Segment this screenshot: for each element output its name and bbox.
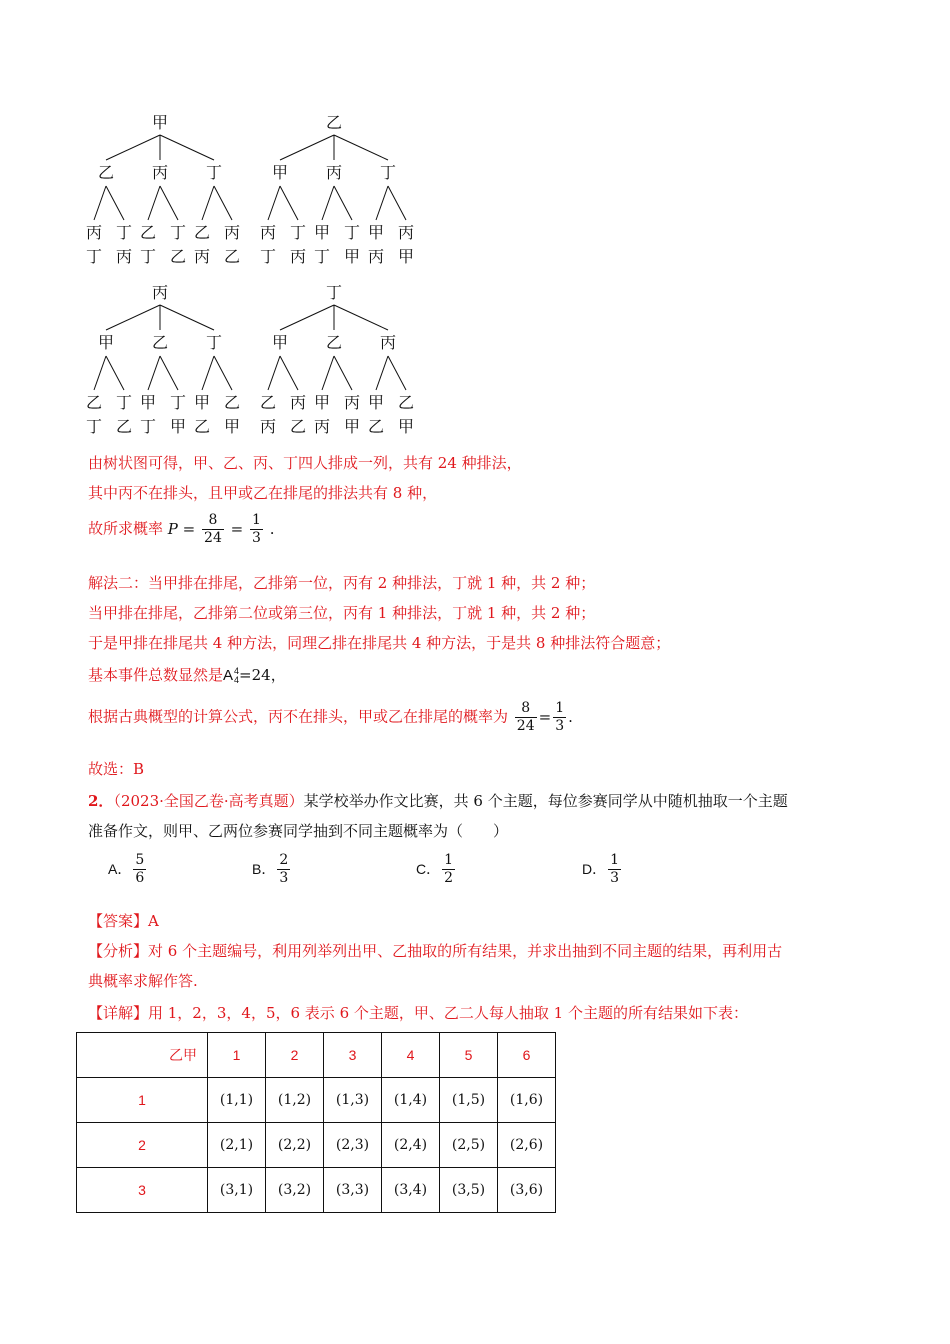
tree-leaf: 丙 <box>259 223 277 242</box>
tree-leaf: 丁 <box>85 417 103 436</box>
tree-branch <box>148 186 160 220</box>
outcome-table <box>76 1032 556 1213</box>
option-b: B． $\frac{2}{3}$ <box>252 852 289 886</box>
tree-root: 乙 <box>325 113 343 132</box>
table-cell: (3,2) <box>266 1168 324 1213</box>
solution2-line4: 基本事件总数显然是A 4 4 =24， <box>88 666 286 686</box>
tree-branch <box>202 356 214 390</box>
tree-leaf: 甲 <box>313 393 331 412</box>
solution1-prefix: 故所求概率 <box>88 519 164 538</box>
table-cell: (3,5) <box>440 1168 498 1213</box>
table-row <box>77 1123 556 1168</box>
solution2-line2: 当甲排在排尾，乙排第二位或第三位，丙有 1 种排法，丁就 1 种，共 2 种； <box>88 604 596 622</box>
tree-leaf: 甲 <box>313 223 331 242</box>
tree-leaf: 乙 <box>397 393 415 412</box>
tree-leaf: 丙 <box>193 247 211 266</box>
tree-leaf: 丙 <box>343 393 361 412</box>
table-cell: (3,3) <box>324 1168 382 1213</box>
table-cell: (3,1) <box>208 1168 266 1213</box>
table-cell: (2,3) <box>324 1123 382 1168</box>
table-cell: (2,2) <box>266 1123 324 1168</box>
tree-branch <box>106 135 160 160</box>
solution2-line3: 于是甲排在排尾共 4 种方法，同理乙排在排尾共 4 种方法，于是共 8 种排法符合题意； <box>88 634 671 652</box>
table-corner: 乙甲 <box>77 1033 208 1078</box>
tree-node: 丙 <box>325 163 343 182</box>
tree-leaf: 丙 <box>289 393 307 412</box>
tree-branch <box>148 356 160 390</box>
tree-leaf: 乙 <box>259 393 277 412</box>
tree-leaf: 乙 <box>193 223 211 242</box>
tree-diagram-2 <box>258 108 418 268</box>
tree-leaf: 乙 <box>115 417 133 436</box>
tree-node: 甲 <box>271 163 289 182</box>
tree-branch <box>268 186 280 220</box>
tree-leaf: 乙 <box>193 417 211 436</box>
tree-node: 乙 <box>151 333 169 352</box>
question-source: （2023·全国乙卷·高考真题） <box>113 792 304 810</box>
tree-leaf: 丁 <box>169 393 187 412</box>
solution1-line1: 由树状图可得，甲、乙、丙、丁四人排成一列，共有 24 种排法， <box>88 454 522 472</box>
option-c: C． $\frac{1}{2}$ <box>416 852 454 886</box>
table-cell: (2,1) <box>208 1123 266 1168</box>
column-header: 3 <box>324 1033 382 1078</box>
tree-leaf: 丁 <box>313 247 331 266</box>
table-cell: (3,4) <box>382 1168 440 1213</box>
tree-leaf: 甲 <box>139 393 157 412</box>
row-header: 2 <box>77 1123 208 1168</box>
tree-leaf: 丙 <box>397 223 415 242</box>
tree-leaf: 丁 <box>259 247 277 266</box>
solution1-line2: 其中丙不在排头，且甲或乙在排尾的排法共有 8 种， <box>88 484 438 502</box>
tree-leaf: 甲 <box>397 417 415 436</box>
table-cell: (1,6) <box>498 1078 556 1123</box>
tree-leaf: 甲 <box>397 247 415 266</box>
tree-leaf: 丙 <box>259 417 277 436</box>
tree-branch <box>202 186 214 220</box>
table-cell: (2,4) <box>382 1123 440 1168</box>
tree-branch <box>214 186 232 220</box>
tree-root: 丁 <box>325 283 343 302</box>
tree-branch <box>334 186 352 220</box>
equals-sign: = <box>182 519 196 538</box>
tree-leaf: 丁 <box>169 223 187 242</box>
option-d: D． $\frac{1}{3}$ <box>582 852 620 886</box>
column-header: 4 <box>382 1033 440 1078</box>
analysis-line1: 【分析】对 6 个主题编号，利用列举列出甲、乙抽取的所有结果，并求出抽到不同主题的结果，再利用古 <box>88 942 783 960</box>
table-cell: (1,2) <box>266 1078 324 1123</box>
tree-branch <box>214 356 232 390</box>
table-cell: (1,1) <box>208 1078 266 1123</box>
question-number: 2． <box>88 792 114 810</box>
tree-leaf: 丙 <box>115 247 133 266</box>
tree-branch <box>268 356 280 390</box>
solution1-line3 <box>88 512 274 547</box>
column-header: 5 <box>440 1033 498 1078</box>
tree-leaf: 乙 <box>85 393 103 412</box>
tree-branch <box>160 186 178 220</box>
tree-leaf: 丙 <box>289 247 307 266</box>
solution2-line1: 解法二：当甲排在排尾，乙排第一位，丙有 2 种排法，丁就 1 种，共 2 种； <box>88 574 596 592</box>
table-row <box>77 1168 556 1213</box>
table-cell: (1,5) <box>440 1078 498 1123</box>
tree-node: 丙 <box>151 163 169 182</box>
tree-branch <box>280 186 298 220</box>
arrangement-symbol: A 4 4 <box>223 666 240 686</box>
tree-branch <box>160 356 178 390</box>
tree-branch <box>280 356 298 390</box>
tree-branch <box>106 186 124 220</box>
solution2-answer: 故选：B <box>88 760 145 778</box>
table-cell: (1,4) <box>382 1078 440 1123</box>
tree-leaf: 乙 <box>367 417 385 436</box>
column-header: 2 <box>266 1033 324 1078</box>
tree-branch <box>160 135 214 160</box>
tree-branch <box>334 135 388 160</box>
tree-leaf: 丁 <box>139 417 157 436</box>
tree-leaf: 丁 <box>343 223 361 242</box>
tree-leaf: 乙 <box>139 223 157 242</box>
tree-leaf: 丁 <box>115 223 133 242</box>
solution2-line5: 根据古典概型的计算公式，丙不在排头，甲或乙在排尾的概率为 $\frac{8}{24}$ = $\frac{1}{3}$ . <box>88 700 573 734</box>
tree-branch <box>376 186 388 220</box>
question-text: 某学校举办作文比赛，共 6 个主题，每位参赛同学从中随机抽取一个主题 <box>303 792 788 810</box>
question2-line2: 准备作文，则甲、乙两位参赛同学抽到不同主题概率为（ ） <box>88 822 509 840</box>
tree-node: 丁 <box>379 163 397 182</box>
tree-node: 丙 <box>379 333 397 352</box>
tree-leaf: 甲 <box>367 393 385 412</box>
table-header-row <box>77 1033 556 1078</box>
fraction-1-3: $\frac{1}{3}$ <box>555 700 565 734</box>
tree-leaf: 丁 <box>85 247 103 266</box>
analysis-line2: 典概率求解作答. <box>88 972 198 990</box>
option-a: A． $\frac{5}{6}$ <box>108 852 145 886</box>
tree-leaf: 甲 <box>223 417 241 436</box>
tree-leaf: 乙 <box>223 393 241 412</box>
answer-line: 【答案】A <box>88 912 159 930</box>
tree-branch <box>334 305 388 330</box>
tree-diagram-3 <box>84 278 244 438</box>
tree-leaf: 丁 <box>115 393 133 412</box>
tree-leaf: 乙 <box>223 247 241 266</box>
table-cell: (1,3) <box>324 1078 382 1123</box>
tree-node: 乙 <box>325 333 343 352</box>
table-row <box>77 1078 556 1123</box>
tree-root: 丙 <box>151 283 169 302</box>
tree-branch <box>280 305 334 330</box>
tree-node: 丁 <box>205 333 223 352</box>
tree-leaf: 甲 <box>343 247 361 266</box>
tree-leaf: 丙 <box>367 247 385 266</box>
tree-branch <box>280 135 334 160</box>
tree-leaf: 甲 <box>343 417 361 436</box>
tree-diagram-4 <box>258 278 418 438</box>
tree-leaf: 丁 <box>139 247 157 266</box>
question2-line1 <box>88 790 788 811</box>
probability-formula: P = $\frac{8}{24}$ = $\frac{1}{3}$ . <box>167 512 275 546</box>
tree-leaf: 甲 <box>169 417 187 436</box>
tree-branch <box>106 356 124 390</box>
tree-branch <box>334 356 352 390</box>
tree-leaf: 乙 <box>289 417 307 436</box>
detail-line: 【详解】用 1，2，3，4，5，6 表示 6 个主题，甲、乙二人每人抽取 1 个主题的所有结果如下表： <box>88 1004 748 1022</box>
tree-leaf: 丙 <box>313 417 331 436</box>
fraction-8-24: $\frac{8}{24}$ <box>516 700 535 734</box>
tree-branch <box>322 356 334 390</box>
tree-branch <box>94 186 106 220</box>
tree-leaf: 甲 <box>367 223 385 242</box>
tree-root: 甲 <box>151 113 169 132</box>
tree-leaf: 丁 <box>289 223 307 242</box>
tree-branch <box>106 305 160 330</box>
equals-sign-2: = <box>230 519 244 538</box>
tree-node: 甲 <box>97 333 115 352</box>
tree-branch <box>388 356 406 390</box>
column-header: 6 <box>498 1033 556 1078</box>
tree-leaf: 丙 <box>223 223 241 242</box>
row-header: 3 <box>77 1168 208 1213</box>
fraction-1-3: $\frac{1}{3}$ <box>252 512 261 546</box>
tree-diagram-1 <box>84 108 244 268</box>
table-cell: (3,6) <box>498 1168 556 1213</box>
tree-branch <box>388 186 406 220</box>
fraction-8-24: $\frac{8}{24}$ <box>204 512 222 546</box>
table-cell: (2,6) <box>498 1123 556 1168</box>
tree-node: 乙 <box>97 163 115 182</box>
tree-branch <box>160 305 214 330</box>
tree-node: 丁 <box>205 163 223 182</box>
tree-leaf: 丙 <box>85 223 103 242</box>
tree-leaf: 乙 <box>169 247 187 266</box>
tree-node: 甲 <box>271 333 289 352</box>
p-symbol: P <box>167 519 178 538</box>
tree-leaf: 甲 <box>193 393 211 412</box>
table-cell: (2,5) <box>440 1123 498 1168</box>
column-header: 1 <box>208 1033 266 1078</box>
tree-branch <box>322 186 334 220</box>
tree-branch <box>376 356 388 390</box>
row-header: 1 <box>77 1078 208 1123</box>
tree-branch <box>94 356 106 390</box>
